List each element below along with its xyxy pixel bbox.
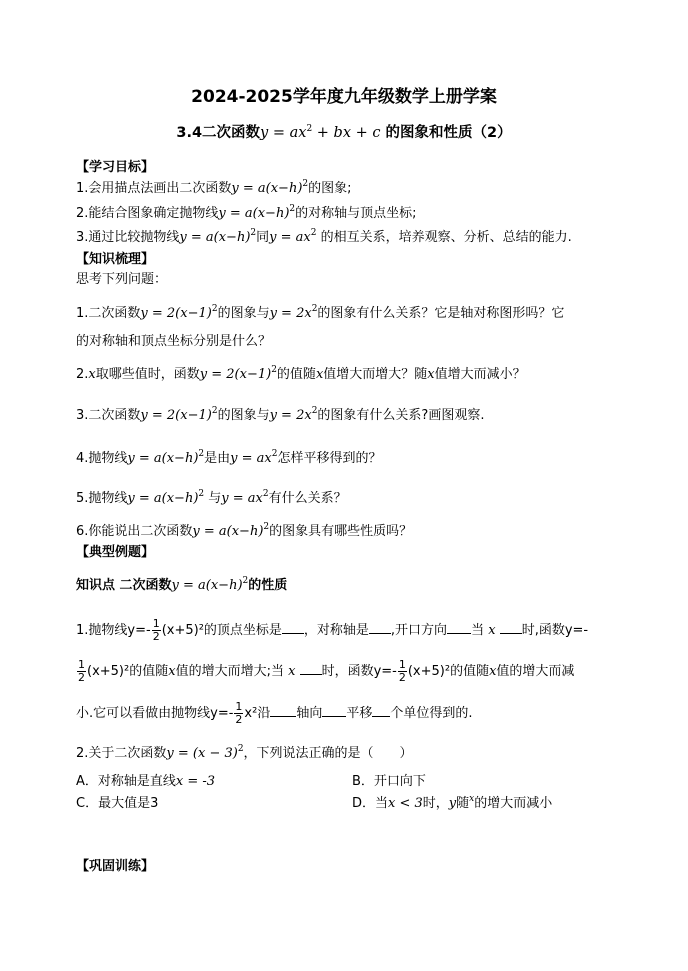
practice-header: 【巩固训练】 — [76, 859, 155, 874]
review-q6: 6.你能说出二次函数$y = a(x-h)^2$的图象具有哪些性质吗？ — [76, 522, 413, 539]
goal-3: 3.通过比较抛物线$y = a(x-h)^2$同$y = ax^2$ 的相互关系，培养观察、分析、总结的能力. — [76, 228, 572, 245]
examples-header: 【典型例题】 — [76, 545, 155, 560]
document-title: 2024-2025学年度九年级数学上册学案 — [191, 87, 497, 107]
option-d: D．当x < 3时，y随$^x$的增大而减小 — [352, 794, 553, 811]
review-header: 【知识梳理】 — [76, 252, 155, 267]
option-a: A．对称轴是直线x = -3 — [76, 774, 216, 789]
review-q4: 4.抛物线$y = a(x-h)^2$是由$y = ax^2$怎样平移得到的？ — [76, 449, 382, 466]
goal-2: 2.能结合图象确定抛物线$y = a(x-h)^2$的对称轴与顶点坐标; — [76, 204, 417, 221]
review-q1-line1: 1.二次函数$y = 2(x-1)^2$的图象与$y = 2x^2$的图象有什么关系？它是轴对称图形吗？它 — [76, 304, 565, 321]
lesson-subtitle: 3.4二次函数$y = ax^2$ + bx + c 的图象和性质（2） — [176, 124, 512, 141]
review-intro: 思考下列问题： — [76, 272, 168, 287]
option-c: C．最大值是3 — [76, 796, 159, 811]
example-1-line2: $\frac{1}{2}$ (x+5)²的值随x值的增大而增大;当 x 时，函数y=- $\frac{1}{2}$ (x+5)²的值随x值的增大而减 — [78, 658, 575, 684]
review-q3: 3.二次函数$y = 2(x-1)^2$的图象与$y = 2x^2$的图象有什么关系?画图观察. — [76, 406, 485, 423]
option-b: B．开口向下 — [352, 774, 426, 789]
goals-header: 【学习目标】 — [76, 160, 155, 175]
fraction-half: $\frac{1}{2}$ — [398, 658, 406, 684]
review-q2: 2.x取哪些值时，函数$y = 2(x-1)^2$的值随x值增大而增大？随x值增大而减小？ — [76, 365, 526, 382]
fraction-half: $\frac{1}{2}$ — [152, 617, 160, 643]
goal-1: 1.会用描点法画出二次函数$y = a(x-h)^2$的图象; — [76, 179, 352, 196]
review-q5: 5.抛物线$y = a(x-h)^2$ 与$y = ax^2$有什么关系？ — [76, 489, 347, 506]
review-q1-line2: 的对称轴和顶点坐标分别是什么？ — [76, 334, 272, 349]
fraction-half: $\frac{1}{2}$ — [235, 700, 243, 726]
knowledge-point: 知识点 二次函数$y = a(x-h)^2$的性质 — [76, 576, 288, 593]
example-2-question: 2.关于二次函数$y = (x - 3)^2$，下列说法正确的是（ ） — [76, 744, 413, 761]
example-1-line3: 小.它可以看做由抛物线y=- $\frac{1}{2}$ x²沿 轴向 平移 个单位得到的. — [76, 700, 473, 726]
example-1-line1: 1.抛物线y=- $\frac{1}{2}$ (x+5)²的顶点坐标是 ，对称轴是 ,开口方向 当 x 时,函数y=- — [76, 617, 589, 643]
fraction-half: $\frac{1}{2}$ — [78, 658, 85, 684]
